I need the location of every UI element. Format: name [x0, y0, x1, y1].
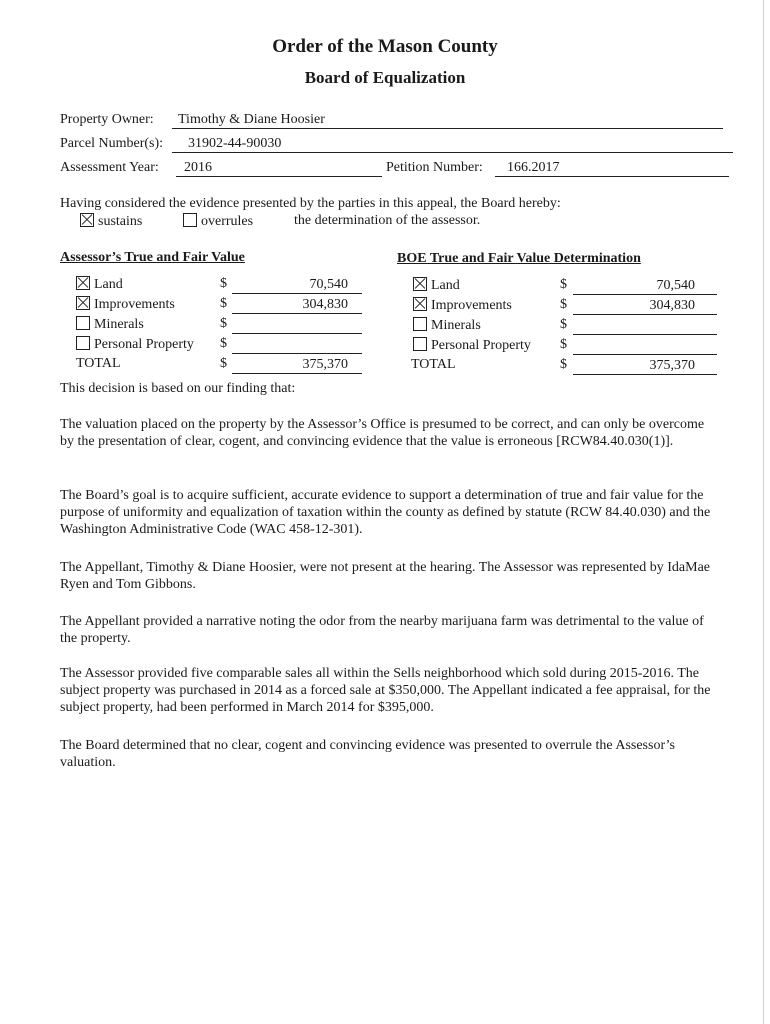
decision-intro: Having considered the evidence presented by the parties in this appeal, the Board hereby:: [60, 196, 561, 211]
boe-land-dollar: $: [560, 277, 567, 292]
assessor-minerals-checkbox: [76, 316, 90, 330]
boe-improvements: [413, 297, 512, 314]
boe-heading: BOE True and Fair Value Determination: [397, 251, 641, 266]
boe-minerals-checkbox: [413, 317, 427, 331]
assessor-improvements-value: 304,830: [232, 297, 362, 314]
boe-total-dollar: $: [560, 357, 567, 372]
assessor-minerals-dollar: $: [220, 316, 227, 331]
year-value: 2016: [176, 159, 382, 177]
boe-improvements-value: 304,830: [573, 298, 717, 315]
finding-paragraph-goal: The Board’s goal is to acquire sufficient, accurate evidence to support a determination of true and fair value for the purpose of uniformity and equalization of taxation within the county as defined by statute (RCW 84.40.030) and the Washington Administrative Code (WAC 458-12-301).: [60, 488, 711, 537]
boe-land-label: Land: [431, 278, 460, 293]
assessor-total-dollar: $: [220, 356, 227, 371]
assessor-improvements: [76, 296, 175, 313]
document-title: Order of the Mason County: [272, 36, 498, 57]
petition-value: 166.2017: [495, 159, 729, 177]
assessor-heading: Assessor’s True and Fair Value: [60, 250, 245, 265]
boe-total-value: 375,370: [573, 358, 717, 375]
page-edge: [763, 0, 764, 1024]
boe-total-label: TOTAL: [411, 357, 456, 372]
assessor-land-checkbox: [76, 276, 90, 290]
finding-intro: This decision is based on our finding that:: [60, 381, 296, 396]
boe-personal-property-value: [573, 338, 717, 355]
boe-minerals-value: [573, 318, 717, 335]
boe-personal-property: [413, 337, 531, 354]
year-label: Assessment Year:: [60, 160, 159, 175]
assessor-land-label: Land: [94, 277, 123, 292]
boe-land-checkbox: [413, 277, 427, 291]
finding-paragraph-appellant: The Appellant provided a narrative noting the odor from the nearby marijuana farm was detrimental to the value of the property.: [60, 614, 704, 646]
overrules-label: overrules: [201, 214, 254, 229]
boe-improvements-dollar: $: [560, 297, 567, 312]
finding-paragraph-presumption: The valuation placed on the property by the Assessor’s Office is presumed to be correct, and can only be overcome by the presentation of clear, cogent, and convincing evidence that the value is erroneous [RCW84.40.030(1)].: [60, 417, 705, 449]
document-subtitle: Board of Equalization: [304, 68, 466, 87]
assessor-minerals: [76, 316, 144, 333]
boe-minerals: [413, 317, 481, 334]
sustains-label: sustains: [98, 214, 143, 229]
assessor-personal-property-label: Personal Property: [94, 337, 194, 352]
parcel-label: Parcel Number(s):: [60, 136, 164, 151]
parcel-value: 31902-44-90030: [172, 135, 733, 153]
owner-value: Timothy & Diane Hoosier: [172, 111, 723, 129]
finding-paragraph-assessor: The Assessor provided five comparable sales all within the Sells neighborhood which sold during 2015-2016. The subject property was purchased in 2014 as a forced sale at $350,000. The Appellant indicated a fee appraisal, for the subject property, had been performed in March 2014 for $395,000.: [60, 666, 711, 715]
boe-improvements-label: Improvements: [431, 298, 512, 313]
assessor-personal-property-dollar: $: [220, 336, 227, 351]
boe-personal-property-label: Personal Property: [431, 338, 531, 353]
assessor-personal-property: [76, 336, 194, 353]
assessor-improvements-checkbox: [76, 296, 90, 310]
assessor-improvements-dollar: $: [220, 296, 227, 311]
assessor-minerals-value: [232, 317, 362, 334]
assessor-improvements-label: Improvements: [94, 297, 175, 312]
finding-paragraph-attendance: The Appellant, Timothy & Diane Hoosier, were not present at the hearing. The Assessor was represented by IdaMae Ryen and Tom Gibbons.: [60, 560, 711, 592]
boe-minerals-label: Minerals: [431, 318, 481, 333]
boe-land-value: 70,540: [573, 278, 717, 295]
boe-personal-property-dollar: $: [560, 337, 567, 352]
overrules-checkbox: [183, 213, 197, 227]
assessor-land-dollar: $: [220, 276, 227, 291]
assessor-total-label: TOTAL: [76, 356, 121, 371]
sustains-checkbox: [80, 213, 94, 227]
finding-paragraph-determination: The Board determined that no clear, cogent and convincing evidence was presented to overrule the Assessor’s valuation.: [60, 738, 675, 770]
owner-label: Property Owner:: [60, 112, 154, 127]
assessor-land: [76, 276, 123, 293]
assessor-personal-property-checkbox: [76, 336, 90, 350]
boe-personal-property-checkbox: [413, 337, 427, 351]
boe-land: [413, 277, 460, 294]
assessor-minerals-label: Minerals: [94, 317, 144, 332]
sustains-option: [80, 213, 142, 230]
petition-label: Petition Number:: [386, 160, 483, 175]
assessor-personal-property-value: [232, 337, 362, 354]
assessor-total-value: 375,370: [232, 357, 362, 374]
boe-minerals-dollar: $: [560, 317, 567, 332]
overrules-option: [183, 213, 253, 230]
assessor-land-value: 70,540: [232, 277, 362, 294]
boe-improvements-checkbox: [413, 297, 427, 311]
decision-suffix: the determination of the assessor.: [294, 213, 481, 228]
